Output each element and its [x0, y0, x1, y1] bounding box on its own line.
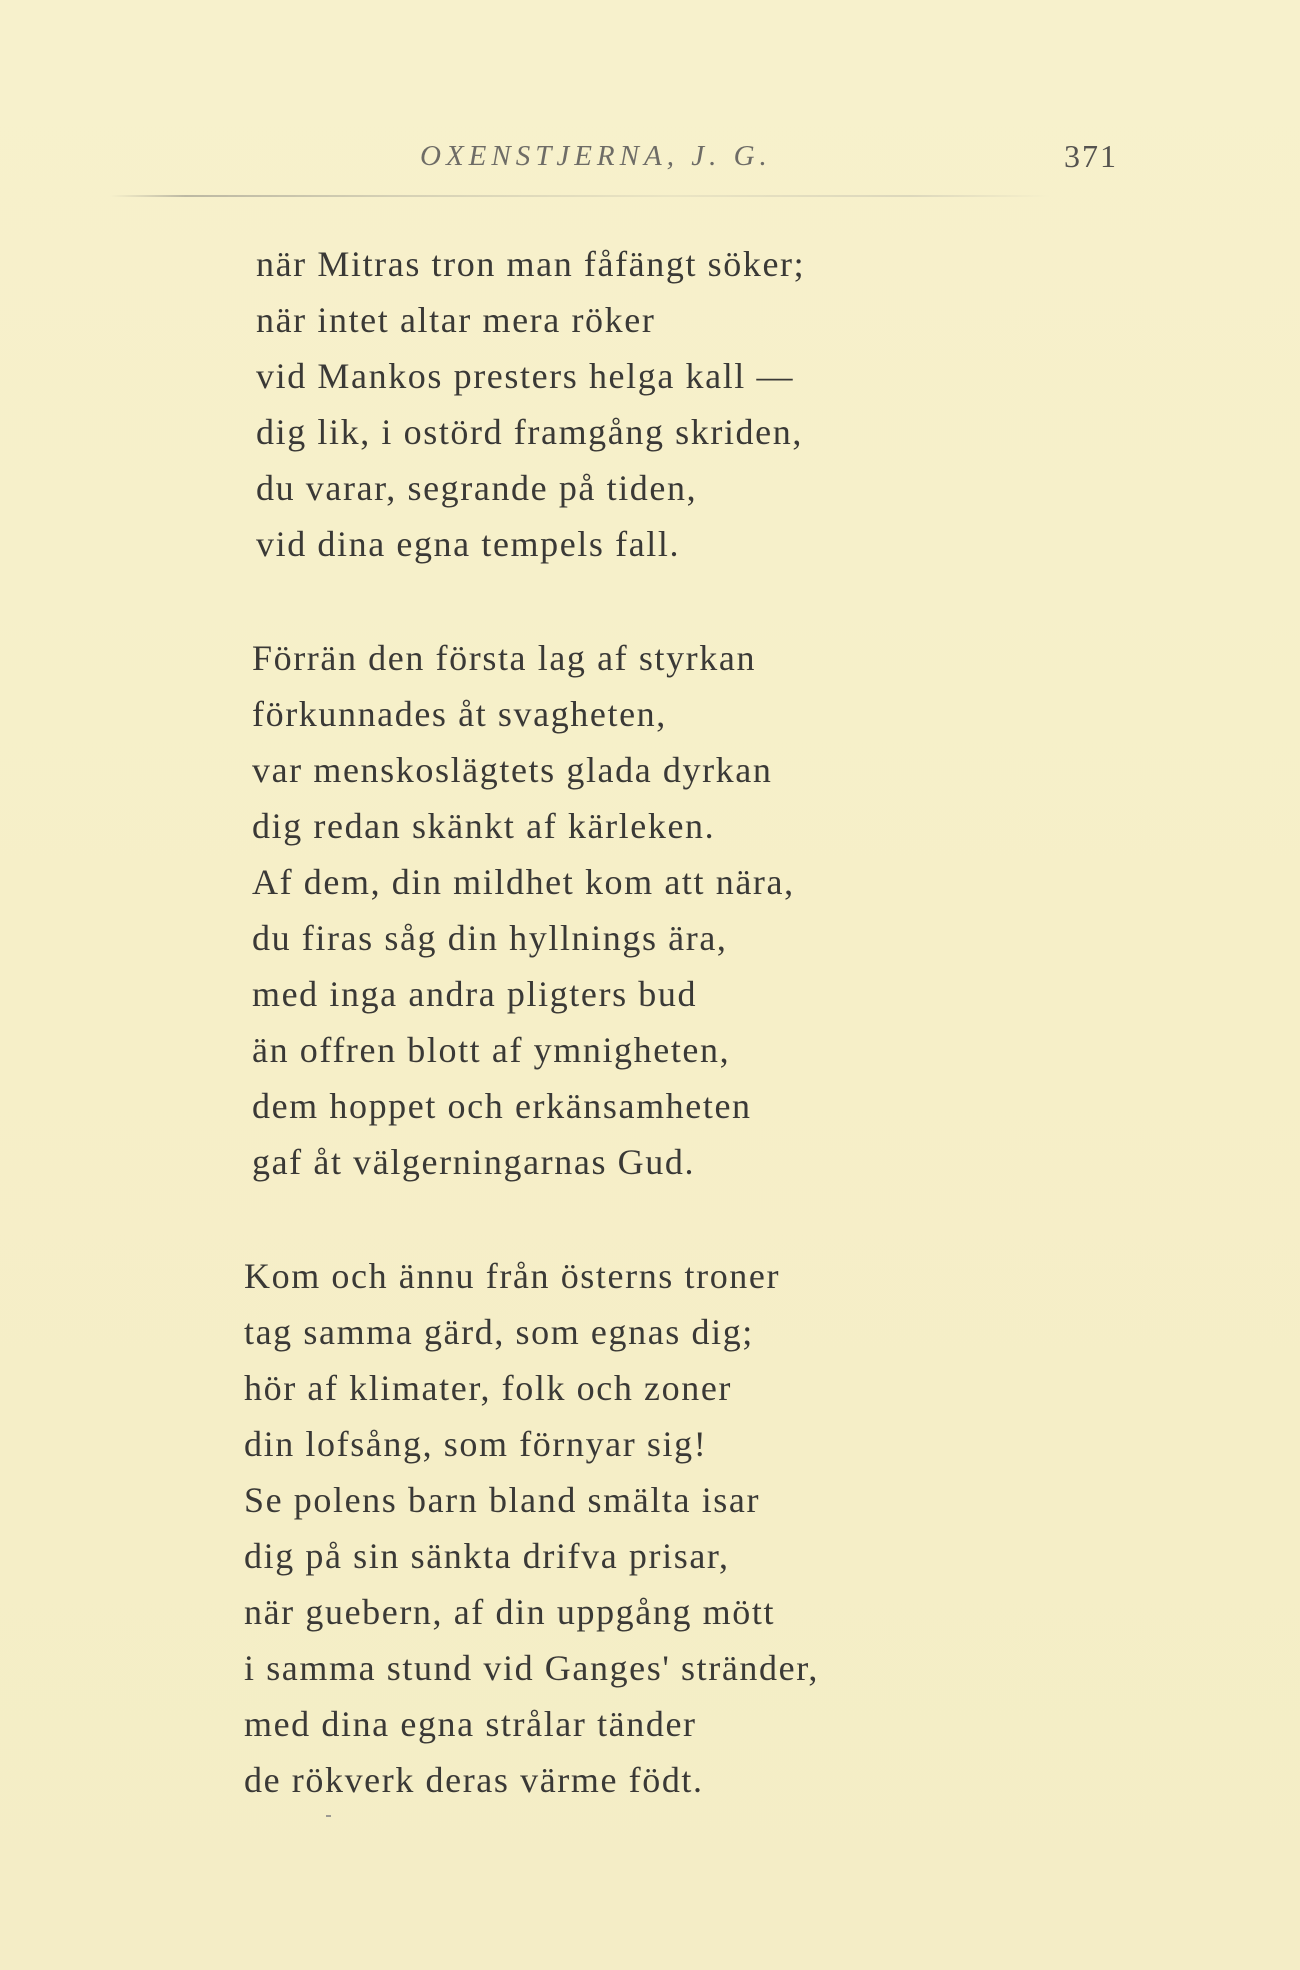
page-number: 371 [1064, 138, 1118, 174]
poem-line: Förrän den första lag af styrkan [252, 638, 757, 678]
poem-line: de rökverk deras värme födt. [244, 1760, 704, 1800]
poem-line: med dina egna strålar tänder [244, 1704, 697, 1744]
header-rule [110, 195, 1050, 197]
poem [244, 236, 1070, 1866]
running-head [0, 140, 1300, 180]
poem-line: din lofsång, som förnyar sig! [244, 1424, 708, 1464]
poem-line: dig lik, i ostörd framgång skriden, [256, 412, 803, 452]
poem-line: du varar, segrande på tiden, [256, 468, 698, 508]
poem-line: vid dina egna tempels fall. [256, 524, 681, 564]
poem-line: Se polens barn bland smälta isar [244, 1480, 761, 1520]
poem-line: Af dem, din mildhet kom att nära, [252, 862, 795, 902]
poem-line: förkunnades åt svagheten, [252, 694, 667, 734]
poem-line: tag samma gärd, som egnas dig; [244, 1312, 754, 1352]
poem-line: hör af klimater, folk och zoner [244, 1368, 732, 1408]
poem-line: i samma stund vid Ganges' stränder, [244, 1648, 819, 1688]
poem-line: dig på sin sänkta drifva prisar, [244, 1536, 730, 1576]
poem-line: vid Mankos presters helga kall — [256, 356, 795, 396]
stanza-2 [252, 630, 1070, 1190]
poem-line: när Mitras tron man fåfängt söker; [256, 244, 806, 284]
poem-line: med inga andra pligters bud [252, 974, 698, 1014]
poem-line: än offren blott af ymnigheten, [252, 1030, 731, 1070]
poem-line: när intet altar mera röker [256, 300, 656, 340]
poem-line: Kom och ännu från österns troner [244, 1256, 781, 1296]
poem-line: dem hoppet och erkänsamheten [252, 1086, 752, 1126]
poem-line: dig redan skänkt af kärleken. [252, 806, 716, 846]
poem-line: när guebern, af din uppgång mött [244, 1592, 776, 1632]
poem-line: du firas såg din hyllnings ära, [252, 918, 728, 958]
paper-speck [326, 1815, 331, 1817]
running-title: OXENSTJERNA, J. G. [420, 140, 772, 172]
poem-line: var menskoslägtets glada dyrkan [252, 750, 773, 790]
stanza-3 [244, 1248, 1070, 1808]
poem-line: gaf åt välgerningarnas Gud. [252, 1142, 696, 1182]
stanza-1 [256, 236, 1070, 572]
